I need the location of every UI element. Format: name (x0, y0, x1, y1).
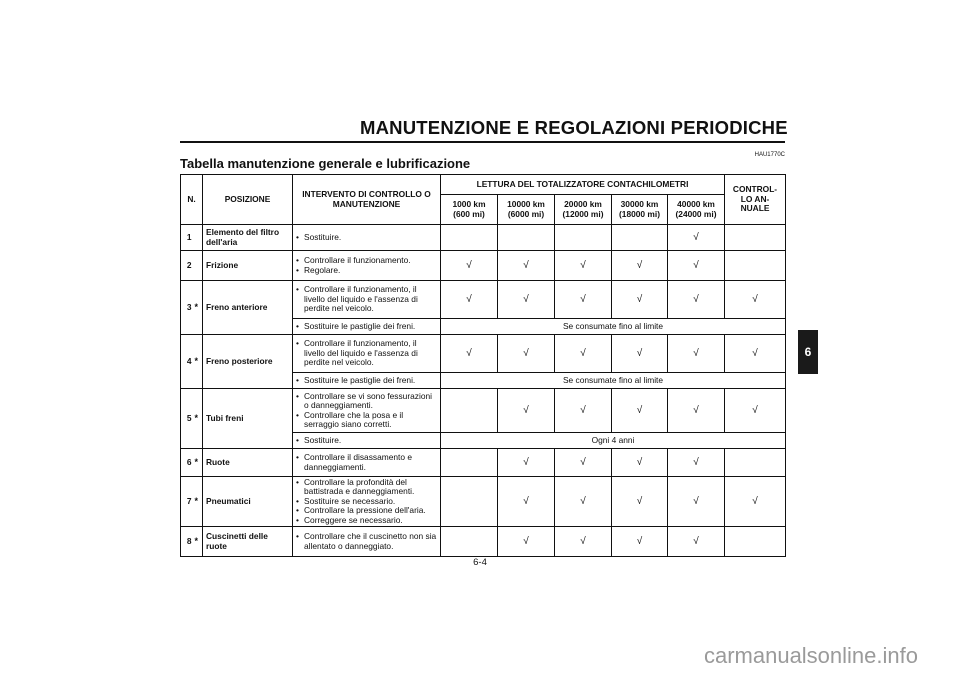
table-row (181, 527, 786, 557)
row-position: Freno anteriore (203, 281, 293, 335)
check-mark: √ (725, 335, 786, 373)
check-mark: √ (668, 527, 725, 557)
intervention-list (296, 285, 437, 313)
intervention-item: • Controllare la profondità del battistrada e danneggiamenti. (296, 478, 437, 497)
row-position: Ruote (203, 449, 293, 477)
watermark: carmanualsonline.info (703, 643, 918, 668)
check-mark: √ (612, 449, 668, 477)
intervention-item: • Controllare il funzionamento, il livello del liquido e l'assenza di perdite nel veicolo. (296, 339, 437, 367)
interval-note: Se consumate fino al limite (441, 373, 786, 389)
row-intervention (293, 477, 441, 527)
table-row (181, 389, 786, 433)
row-intervention (293, 449, 441, 477)
row-position: Freno posteriore (203, 335, 293, 389)
row-number: 4 (181, 335, 195, 389)
row-intervention (293, 225, 441, 251)
intervention-list (296, 256, 437, 275)
km-value: 20000 km (564, 199, 602, 210)
empty-cell (725, 449, 786, 477)
row-intervention (293, 373, 441, 389)
check-mark: √ (725, 477, 786, 527)
km-value: 40000 km (677, 199, 715, 210)
table-row (181, 449, 786, 477)
row-asterisk: * (195, 527, 203, 557)
header-rule (180, 141, 785, 143)
check-mark: √ (498, 527, 555, 557)
check-mark: √ (668, 389, 725, 433)
header-km-2 (555, 195, 612, 225)
table-row (181, 477, 786, 527)
km-value: 30000 km (620, 199, 659, 210)
row-asterisk: * (195, 477, 203, 527)
empty-cell (441, 449, 498, 477)
interval-note: Se consumate fino al limite (441, 319, 786, 335)
row-number: 7 (181, 477, 195, 527)
row-number: 1 (181, 225, 195, 251)
empty-cell (441, 389, 498, 433)
row-number: 8 (181, 527, 195, 557)
row-number: 6 (181, 449, 195, 477)
header-km-4 (668, 195, 725, 225)
empty-cell (441, 477, 498, 527)
row-position: Frizione (203, 251, 293, 281)
intervention-list (296, 478, 437, 525)
row-position: Pneumatici (203, 477, 293, 527)
empty-cell (725, 225, 786, 251)
empty-cell (725, 251, 786, 281)
check-mark: √ (612, 251, 668, 281)
check-mark: √ (668, 477, 725, 527)
check-mark: √ (441, 335, 498, 373)
intervention-item: • Sostituire. (296, 233, 437, 242)
empty-cell (441, 527, 498, 557)
km-value: 10000 km (507, 199, 545, 210)
check-mark: √ (555, 335, 612, 373)
intervention-item: • Sostituire. (296, 436, 437, 445)
intervention-item: • Correggere se necessario. (296, 516, 437, 525)
mi-value: (6000 mi) (507, 208, 545, 219)
chapter-tab: 6 (798, 330, 818, 374)
empty-cell (612, 225, 668, 251)
check-mark: √ (555, 527, 612, 557)
intervention-list (296, 376, 437, 385)
intervention-item: • Controllare il funzionamento, il livello del liquido e l'assenza di perdite nel veicolo. (296, 285, 437, 313)
check-mark: √ (498, 389, 555, 433)
intervention-item: • Sostituire le pastiglie dei freni. (296, 376, 437, 385)
row-asterisk (195, 225, 203, 251)
row-intervention (293, 433, 441, 449)
intervention-list (296, 322, 437, 331)
check-mark: √ (725, 389, 786, 433)
check-mark: √ (498, 251, 555, 281)
row-number: 2 (181, 251, 195, 281)
check-mark: √ (668, 335, 725, 373)
row-number: 3 (181, 281, 195, 335)
row-intervention (293, 527, 441, 557)
intervention-list (296, 436, 437, 445)
mi-value: (12000 mi) (562, 208, 604, 219)
row-position: Tubi freni (203, 389, 293, 449)
row-intervention (293, 281, 441, 319)
check-mark: √ (612, 477, 668, 527)
header-position: POSIZIONE (203, 175, 293, 225)
row-intervention (293, 335, 441, 373)
check-mark: √ (555, 389, 612, 433)
intervention-item: • Sostituire se necessario. (296, 497, 437, 506)
page-number: 6-4 (473, 557, 487, 568)
check-mark: √ (612, 335, 668, 373)
row-position: Cuscinetti delle ruote (203, 527, 293, 557)
table-row (181, 225, 786, 251)
interval-note: Ogni 4 anni (441, 433, 786, 449)
check-mark: √ (555, 477, 612, 527)
empty-cell (555, 225, 612, 251)
check-mark: √ (441, 251, 498, 281)
document-code: HAU1770C (754, 152, 785, 158)
check-mark: √ (441, 281, 498, 319)
check-mark: √ (555, 281, 612, 319)
header-km-0 (441, 195, 498, 225)
row-asterisk: * (195, 281, 203, 335)
check-mark: √ (555, 449, 612, 477)
row-number: 5 (181, 389, 195, 449)
maintenance-table (180, 174, 786, 557)
intervention-item: • Controllare se vi sono fessurazioni o danneggiamenti. (296, 392, 437, 411)
row-asterisk: * (195, 335, 203, 389)
header-km-1 (498, 195, 555, 225)
table-row (181, 335, 786, 373)
page-header-title: MANUTENZIONE E REGOLAZIONI PERIODICHE (360, 117, 788, 138)
intervention-list (296, 532, 437, 551)
row-intervention (293, 251, 441, 281)
check-mark: √ (555, 251, 612, 281)
row-intervention (293, 319, 441, 335)
row-asterisk: * (195, 389, 203, 449)
section-title: Tabella manutenzione generale e lubrificazione (180, 156, 471, 171)
intervention-list (296, 453, 437, 472)
table-row (181, 281, 786, 319)
check-mark: √ (498, 477, 555, 527)
check-mark: √ (498, 335, 555, 373)
header-odometer: LETTURA DEL TOTALIZZATORE CONTACHILOMETRI (441, 175, 725, 195)
intervention-item: • Controllare che la posa e il serraggio siano corretti. (296, 411, 437, 430)
row-intervention (293, 389, 441, 433)
intervention-item: • Sostituire le pastiglie dei freni. (296, 322, 437, 331)
check-mark: √ (725, 281, 786, 319)
intervention-item: • Controllare il funzionamento. (296, 256, 437, 265)
header-km-3 (612, 195, 668, 225)
row-asterisk: * (195, 449, 203, 477)
intervention-item: • Controllare la pressione dell'aria. (296, 506, 437, 515)
km-value: 1000 km (452, 199, 486, 210)
check-mark: √ (612, 389, 668, 433)
row-position: Elemento del filtro dell'aria (203, 225, 293, 251)
header-annual: CONTROL-LO AN-NUALE (725, 175, 786, 225)
header-n: N. (181, 175, 203, 225)
check-mark: √ (612, 527, 668, 557)
intervention-item: • Regolare. (296, 266, 437, 275)
mi-value: (600 mi) (453, 208, 485, 219)
intervention-list (296, 392, 437, 430)
intervention-list (296, 339, 437, 367)
check-mark: √ (498, 449, 555, 477)
table-row (181, 251, 786, 281)
check-mark: √ (668, 251, 725, 281)
header-intervention: INTERVENTO DI CONTROLLO O MANUTENZIONE (293, 175, 441, 225)
check-mark: √ (668, 225, 725, 251)
check-mark: √ (668, 449, 725, 477)
empty-cell (725, 527, 786, 557)
intervention-item: • Controllare il disassamento e danneggiamenti. (296, 453, 437, 472)
check-mark: √ (612, 281, 668, 319)
row-asterisk (195, 251, 203, 281)
intervention-list (296, 233, 437, 242)
intervention-item: • Controllare che il cuscinetto non sia allentato o danneggiato. (296, 532, 437, 551)
mi-value: (24000 mi) (675, 208, 717, 219)
check-mark: √ (498, 281, 555, 319)
empty-cell (498, 225, 555, 251)
empty-cell (441, 225, 498, 251)
check-mark: √ (668, 281, 725, 319)
mi-value: (18000 mi) (619, 208, 660, 219)
